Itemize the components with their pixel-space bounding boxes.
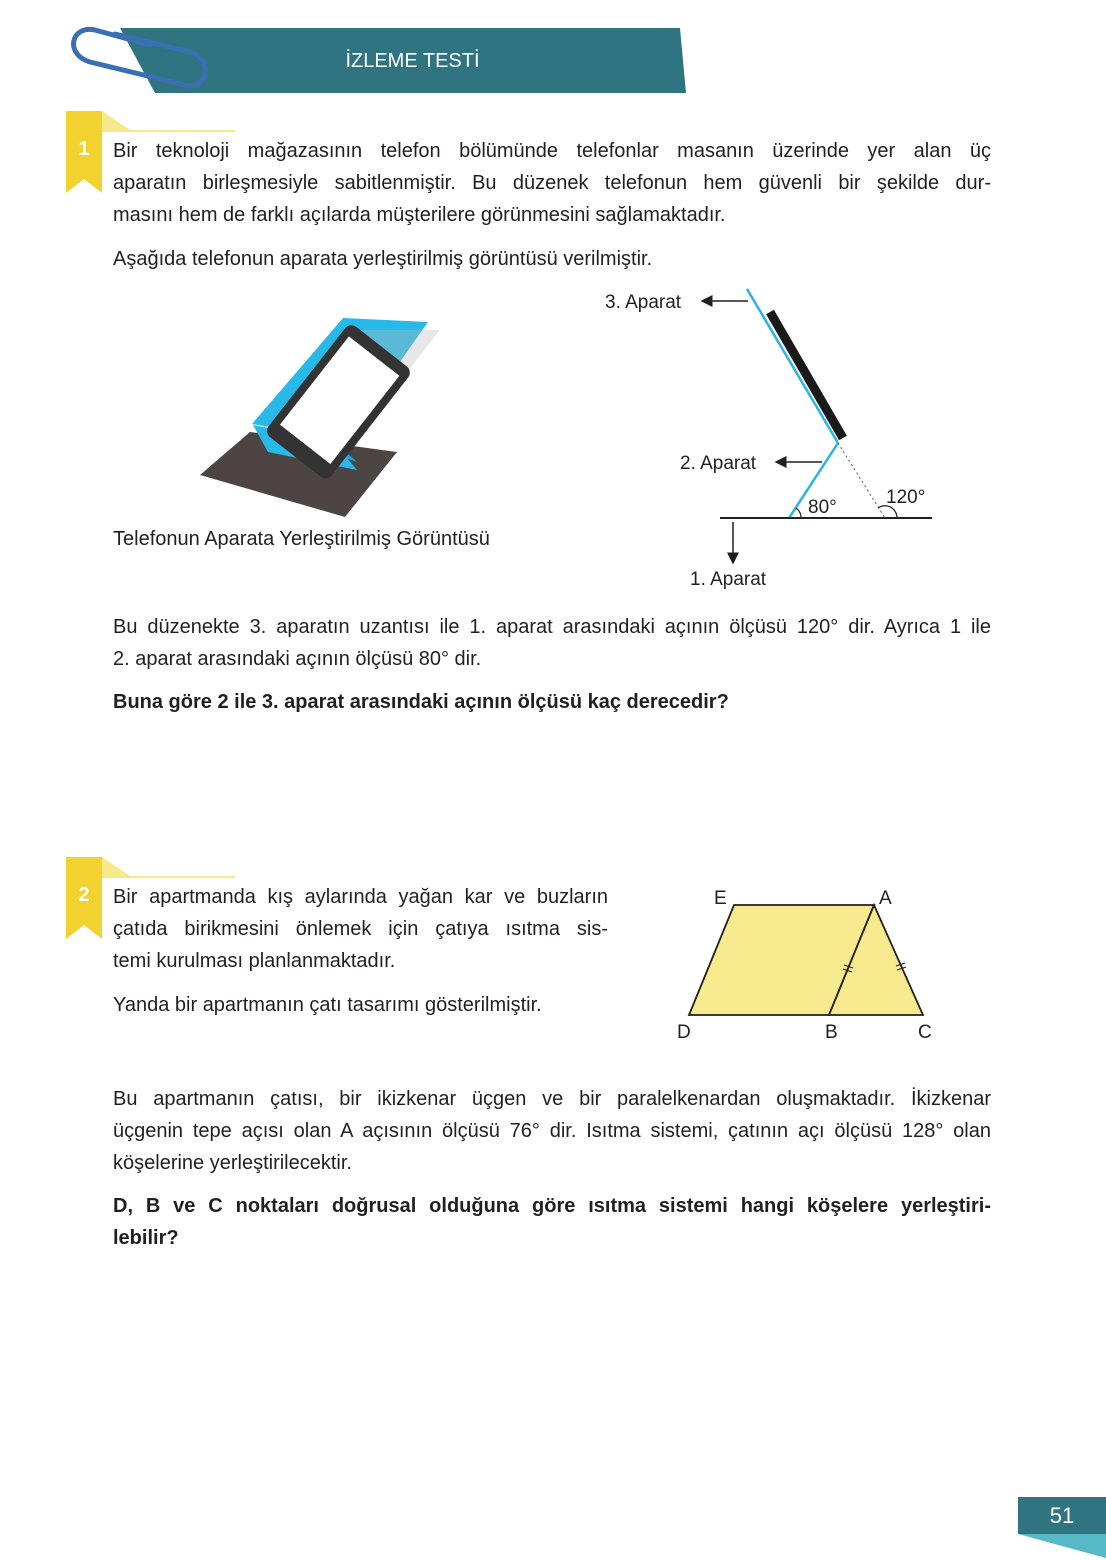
q1-question: Buna göre 2 ile 3. aparat arasındaki açının ölçüsü kaç derecedir?	[113, 691, 729, 713]
q2-question: lebilir?	[113, 1227, 179, 1249]
image-caption: Telefonun Aparata Yerleştirilmiş Görüntüsü	[113, 528, 490, 550]
phone-side	[770, 312, 843, 438]
q2-text-line: temi kurulması planlanmaktadır.	[113, 950, 396, 972]
page-number: 51	[1018, 1497, 1106, 1534]
label-apparatus-2: 2. Aparat	[680, 453, 757, 474]
label-apparatus-3: 3. Aparat	[605, 292, 682, 313]
q2-question: D, B ve C noktaları doğrusal olduğuna göre ısıtma sistemi hangi köşelere yerleştiri-	[113, 1195, 991, 1217]
q2-text-line: Yanda bir apartmanın çatı tasarımı gösterilmiştir.	[113, 994, 542, 1016]
q1-text-line: Bu düzenekte 3. aparatın uzantısı ile 1. aparat arasındaki açının ölçüsü 120° dir. Ayrıca 1 ile	[113, 616, 991, 638]
q1-text-line: Bir teknoloji mağazasının telefon bölümünde telefonlar masanın üzerinde yer alan üç	[113, 140, 991, 162]
q2-text-line: köşelerine yerleştirilecektir.	[113, 1152, 352, 1174]
q1-text-line: Aşağıda telefonun aparata yerleştirilmiş görüntüsü verilmiştir.	[113, 248, 653, 270]
q2-text-line: üçgenin tepe açısı olan A açısının ölçüsü 76° dir. Isıtma sistemi, çatının açı ölçüsü 128° olan	[113, 1120, 991, 1142]
angle-80-label: 80°	[808, 497, 837, 518]
q2-text-line: Bu apartmanın çatısı, bir ikizkenar üçgen ve bir paralelkenardan oluşmaktadır. İkizkenar	[113, 1088, 991, 1110]
apparatus-angle-diagram	[590, 280, 950, 590]
vertex-C: C	[918, 1022, 932, 1043]
apparatus-3-line	[747, 289, 838, 443]
vertex-E: E	[714, 888, 727, 909]
q1-text-line: 2. aparat arasındaki açının ölçüsü 80° dir.	[113, 648, 482, 670]
question-number: 2	[78, 884, 90, 906]
q1-text-line: masını hem de farklı açılarda müşterilere görünmesini sağlamaktadır.	[113, 204, 726, 226]
roof-diagram	[660, 870, 950, 1050]
q2-text-line: Bir apartmanda kış aylarında yağan kar ve buzların	[113, 886, 608, 908]
page-number-tab	[1018, 1534, 1106, 1560]
vertex-B: B	[825, 1022, 838, 1043]
angle-120-label: 120°	[886, 487, 926, 508]
label-apparatus-1: 1. Aparat	[690, 569, 767, 590]
q1-text-line: aparatın birleşmesiyle sabitlenmiştir. Bu düzenek telefonun hem güvenli bir şekilde dur-	[113, 172, 991, 194]
vertex-A: A	[879, 888, 892, 909]
page-title: İZLEME TESTİ	[345, 50, 480, 72]
vertex-D: D	[677, 1022, 691, 1043]
phone-on-stand-image	[190, 305, 450, 525]
q2-text-line: çatıda birikmesini önlemek için çatıya ısıtma sis-	[113, 918, 608, 940]
question-number: 1	[78, 138, 90, 160]
extension-dotted-line	[838, 443, 885, 518]
